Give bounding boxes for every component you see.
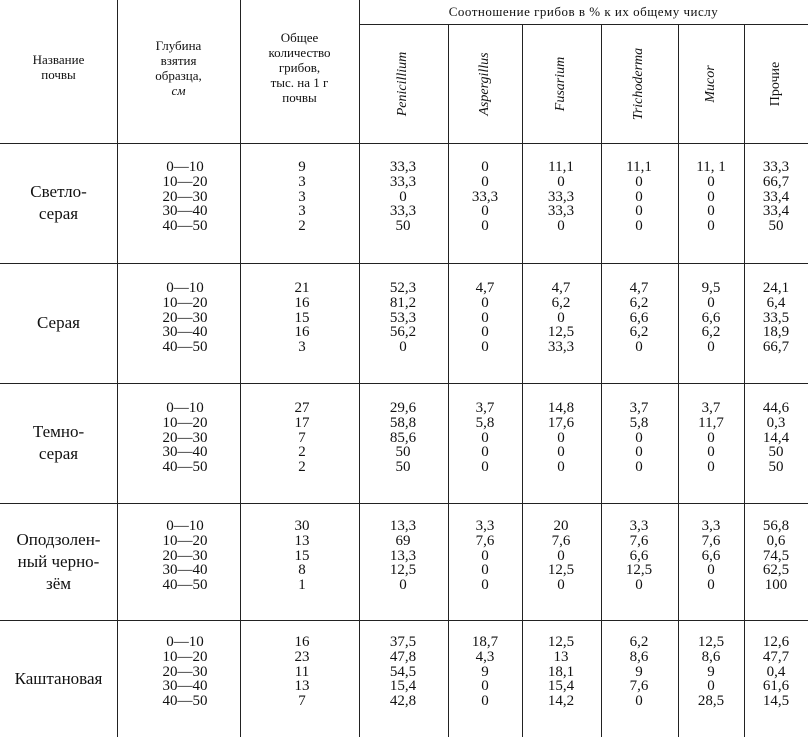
percent-value: 58,8 [389, 414, 417, 431]
percent-value: 3,7 [629, 400, 649, 416]
percent-value: 47,7 [762, 648, 790, 665]
fungus-header: Penicillium [395, 51, 410, 117]
depth-value: 10—20 [162, 414, 208, 431]
percent-value: 18,9 [762, 324, 790, 341]
percent-value: 12,5 [547, 562, 575, 579]
total-value: 3 [298, 173, 306, 190]
percent-value: 0 [481, 577, 489, 594]
percent-value: 0 [481, 309, 489, 326]
percent-value: 0 [635, 429, 643, 446]
percent-value: 11, 1 [696, 159, 726, 175]
percent-value: 3,3 [629, 518, 649, 534]
percent-column [604, 281, 674, 355]
percent-value: 0 [481, 339, 489, 356]
percent-column [741, 519, 808, 593]
percent-value: 8,6 [629, 648, 649, 665]
percent-value: 52,3 [389, 280, 417, 296]
percent-value: 9 [635, 663, 643, 680]
total-value: 8 [298, 562, 306, 579]
percent-value: 33,3 [547, 339, 575, 356]
percent-value: 50 [768, 444, 784, 461]
percent-value: 0 [707, 218, 715, 235]
header-line: образца, [155, 68, 202, 83]
percent-value: 4,3 [475, 648, 495, 665]
percent-value: 9,5 [701, 280, 721, 296]
header-line: почвы [282, 90, 317, 105]
percent-value: 29,6 [389, 400, 417, 416]
percent-value: 42,8 [389, 693, 417, 710]
percent-column [526, 401, 596, 475]
header-line: Глубина [155, 38, 202, 53]
depth-value: 20—30 [162, 663, 208, 680]
percent-column [526, 519, 596, 593]
percent-value: 33,3 [389, 159, 417, 175]
total-value: 1 [298, 577, 306, 594]
header-line: грибов, [278, 60, 321, 75]
depth-column [145, 519, 225, 593]
depth-value: 30—40 [162, 678, 208, 695]
percent-value: 0 [707, 429, 715, 446]
percent-value: 7,6 [629, 678, 649, 695]
percent-value: 0,6 [766, 532, 786, 549]
percent-value: 20 [553, 518, 569, 534]
percent-value: 6,2 [629, 294, 649, 311]
percent-value: 28,5 [697, 693, 725, 710]
percent-value: 0 [707, 444, 715, 461]
percent-column [368, 160, 438, 234]
soil-name-line: Светло- [30, 182, 87, 201]
total-value: 30 [294, 518, 310, 534]
depth-value: 30—40 [162, 444, 208, 461]
depth-column [145, 401, 225, 475]
header-line: количество [268, 45, 331, 60]
depth-value: 20—30 [162, 429, 208, 446]
percent-value: 0 [399, 188, 407, 205]
depth-value: 40—50 [162, 577, 208, 594]
percent-value: 9 [481, 663, 489, 680]
percent-column [368, 401, 438, 475]
percent-value: 7,6 [475, 532, 495, 549]
percent-value: 12,5 [625, 562, 653, 579]
percent-value: 14,4 [762, 429, 790, 446]
percent-value: 0 [481, 294, 489, 311]
total-column [262, 281, 342, 355]
percent-value: 33,4 [762, 203, 790, 220]
depth-value: 20—30 [162, 547, 208, 564]
total-value: 15 [294, 309, 310, 326]
row-divider [359, 24, 808, 25]
percent-value: 0 [707, 294, 715, 311]
percent-value: 6,2 [551, 294, 571, 311]
percent-value: 6,2 [629, 634, 649, 650]
percent-value: 0 [481, 547, 489, 564]
total-value: 3 [298, 188, 306, 205]
percent-value: 9 [707, 663, 715, 680]
percent-value: 37,5 [389, 634, 417, 650]
depth-value: 30—40 [162, 562, 208, 579]
percent-value: 24,1 [762, 280, 790, 296]
percent-value: 13,3 [389, 547, 417, 564]
percent-value: 0,3 [766, 414, 786, 431]
column-divider [601, 24, 602, 737]
percent-column [676, 401, 746, 475]
percent-column [604, 401, 674, 475]
column-divider [359, 0, 360, 737]
percent-value: 81,2 [389, 294, 417, 311]
percent-value: 14,2 [547, 693, 575, 710]
percent-value: 6,6 [629, 309, 649, 326]
percent-value: 15,4 [547, 678, 575, 695]
percent-value: 50 [768, 459, 784, 476]
header-line: взятия [160, 53, 197, 68]
percent-value: 0 [635, 173, 643, 190]
depth-column [145, 281, 225, 355]
percent-value: 53,3 [389, 309, 417, 326]
percent-value: 6,6 [701, 547, 721, 564]
ratio-header: Соотношение грибов в % к их общему числу [448, 4, 719, 19]
percent-column [526, 635, 596, 709]
percent-value: 17,6 [547, 414, 575, 431]
total-value: 13 [294, 678, 310, 695]
percent-value: 0 [399, 339, 407, 356]
percent-value: 14,8 [547, 400, 575, 416]
header-line: Название [32, 52, 85, 67]
row-divider [0, 143, 808, 144]
percent-column [676, 635, 746, 709]
total-value: 2 [298, 218, 306, 235]
total-value: 23 [294, 648, 310, 665]
total-value: 9 [298, 159, 306, 175]
percent-value: 0 [707, 562, 715, 579]
percent-value: 4,7 [629, 280, 649, 296]
depth-value: 10—20 [162, 532, 208, 549]
depth-value: 0—10 [166, 400, 204, 416]
depth-value: 10—20 [162, 173, 208, 190]
fungus-header: Fusarium [553, 56, 568, 112]
percent-column [741, 401, 808, 475]
total-column [262, 635, 342, 709]
depth-value: 30—40 [162, 203, 208, 220]
percent-column [676, 519, 746, 593]
soil-name-line: Темно- [32, 422, 85, 441]
percent-value: 56,2 [389, 324, 417, 341]
percent-value: 0 [557, 459, 565, 476]
soil-name-line: ный черно- [17, 551, 100, 571]
percent-value: 0 [557, 577, 565, 594]
percent-value: 0 [707, 339, 715, 356]
total-value: 2 [298, 459, 306, 476]
total-column [262, 519, 342, 593]
depth-value: 40—50 [162, 218, 208, 235]
percent-value: 6,6 [629, 547, 649, 564]
percent-value: 69 [395, 532, 411, 549]
percent-column [526, 160, 596, 234]
percent-column [676, 281, 746, 355]
percent-value: 6,6 [701, 309, 721, 326]
percent-value: 5,8 [475, 414, 495, 431]
percent-value: 33,3 [762, 159, 790, 175]
percent-value: 14,5 [762, 693, 790, 710]
soil-name-line: Оподзолен- [16, 529, 101, 549]
total-value: 21 [294, 280, 310, 296]
percent-value: 61,6 [762, 678, 790, 695]
percent-value: 0 [707, 459, 715, 476]
percent-value: 18,1 [547, 663, 575, 680]
depth-value: 0—10 [166, 159, 204, 175]
row-divider [0, 620, 808, 621]
soil-name-line: Серая [37, 313, 80, 332]
percent-value: 4,7 [551, 280, 571, 296]
header-line: почвы [41, 67, 76, 82]
soil-name-header [0, 52, 117, 82]
percent-value: 11,1 [626, 159, 652, 175]
percent-value: 12,5 [697, 634, 725, 650]
percent-column [450, 635, 520, 709]
total-value: 16 [294, 294, 310, 311]
depth-value: 10—20 [162, 648, 208, 665]
percent-value: 0 [481, 173, 489, 190]
percent-value: 0 [635, 444, 643, 461]
depth-value: 40—50 [162, 459, 208, 476]
total-value: 17 [294, 414, 310, 431]
percent-value: 0 [557, 444, 565, 461]
percent-value: 47,8 [389, 648, 417, 665]
depth-column [145, 635, 225, 709]
fungus-header: Trichoderma [631, 47, 646, 121]
total-value: 3 [298, 339, 306, 356]
percent-value: 0 [557, 173, 565, 190]
percent-value: 100 [764, 577, 788, 594]
soil-name [0, 312, 117, 334]
percent-column [604, 160, 674, 234]
percent-value: 62,5 [762, 562, 790, 579]
percent-value: 74,5 [762, 547, 790, 564]
percent-value: 13 [553, 648, 569, 665]
column-divider [448, 24, 449, 737]
percent-value: 0 [481, 678, 489, 695]
percent-column [450, 281, 520, 355]
percent-value: 54,5 [389, 663, 417, 680]
percent-value: 6,4 [766, 294, 786, 311]
percent-value: 5,8 [629, 414, 649, 431]
fungus-header: Прочие [768, 61, 783, 107]
percent-value: 33,5 [762, 309, 790, 326]
percent-value: 56,8 [762, 518, 790, 534]
percent-value: 66,7 [762, 339, 790, 356]
percent-value: 3,7 [701, 400, 721, 416]
total-value: 7 [298, 693, 306, 710]
percent-value: 50 [395, 459, 411, 476]
percent-column [604, 519, 674, 593]
percent-column [368, 519, 438, 593]
percent-value: 0 [481, 324, 489, 341]
soil-name-line: серая [38, 444, 79, 463]
percent-value: 50 [395, 218, 411, 235]
total-value: 11 [294, 663, 310, 680]
header-line: Общее [280, 30, 319, 45]
percent-value: 0 [557, 429, 565, 446]
percent-value: 0 [481, 159, 489, 175]
percent-value: 0 [557, 218, 565, 235]
percent-value: 33,3 [389, 203, 417, 220]
percent-value: 6,2 [701, 324, 721, 341]
percent-column [526, 281, 596, 355]
percent-value: 0 [481, 562, 489, 579]
column-divider [744, 24, 745, 737]
percent-value: 0 [481, 218, 489, 235]
percent-column [450, 160, 520, 234]
percent-value: 7,6 [629, 532, 649, 549]
row-divider [0, 503, 808, 504]
percent-value: 0 [481, 444, 489, 461]
header-line: см [171, 83, 186, 98]
percent-value: 18,7 [471, 634, 499, 650]
total-value: 3 [298, 203, 306, 220]
depth-header [117, 38, 240, 98]
fungus-header: Mucor [703, 65, 718, 103]
row-divider [0, 383, 808, 384]
percent-column [741, 635, 808, 709]
percent-value: 0 [481, 429, 489, 446]
percent-value: 33,3 [547, 188, 575, 205]
percent-value: 0 [481, 693, 489, 710]
total-value: 15 [294, 547, 310, 564]
total-value: 7 [298, 429, 306, 446]
total-header [240, 30, 359, 105]
soil-name-line: Каштановая [14, 668, 103, 688]
percent-value: 8,6 [701, 648, 721, 665]
percent-column [741, 160, 808, 234]
total-value: 13 [294, 532, 310, 549]
percent-value: 33,3 [471, 188, 499, 205]
column-divider [678, 24, 679, 737]
percent-value: 85,6 [389, 429, 417, 446]
percent-value: 6,2 [629, 324, 649, 341]
depth-value: 40—50 [162, 693, 208, 710]
total-value: 16 [294, 634, 310, 650]
percent-value: 3,3 [701, 518, 721, 534]
percent-value: 12,5 [547, 324, 575, 341]
percent-column [368, 281, 438, 355]
column-divider [117, 0, 118, 737]
percent-value: 12,6 [762, 634, 790, 650]
percent-value: 33,3 [389, 173, 417, 190]
depth-value: 10—20 [162, 294, 208, 311]
column-divider [522, 24, 523, 737]
percent-value: 44,6 [762, 400, 790, 416]
depth-value: 40—50 [162, 339, 208, 356]
percent-value: 0 [399, 577, 407, 594]
percent-value: 3,7 [475, 400, 495, 416]
percent-column [604, 635, 674, 709]
percent-value: 0 [635, 693, 643, 710]
percent-value: 7,6 [551, 532, 571, 549]
percent-value: 0 [707, 188, 715, 205]
soil-name [0, 529, 117, 595]
percent-value: 15,4 [389, 678, 417, 695]
percent-value: 0 [557, 309, 565, 326]
percent-column [450, 519, 520, 593]
fungus-header: Aspergillus [477, 52, 492, 116]
percent-value: 0 [707, 203, 715, 220]
percent-value: 12,5 [547, 634, 575, 650]
percent-value: 50 [768, 218, 784, 235]
depth-value: 0—10 [166, 518, 204, 534]
percent-value: 33,4 [762, 188, 790, 205]
percent-value: 0 [557, 547, 565, 564]
percent-value: 0 [635, 203, 643, 220]
percent-value: 0 [635, 459, 643, 476]
total-column [262, 401, 342, 475]
percent-value: 0 [707, 173, 715, 190]
percent-value: 0 [707, 577, 715, 594]
soil-name [0, 421, 117, 465]
percent-value: 0 [635, 188, 643, 205]
header-line: тыс. на 1 г [270, 75, 329, 90]
total-column [262, 160, 342, 234]
percent-value: 0 [635, 339, 643, 356]
soil-name [0, 181, 117, 225]
percent-value: 11,1 [548, 159, 574, 175]
soil-name-line: зём [45, 573, 72, 593]
percent-value: 0 [481, 203, 489, 220]
soil-name-line: серая [38, 204, 79, 223]
percent-value: 33,3 [547, 203, 575, 220]
percent-value: 0 [635, 577, 643, 594]
percent-value: 7,6 [701, 532, 721, 549]
percent-column [368, 635, 438, 709]
percent-value: 0,4 [766, 663, 786, 680]
depth-value: 20—30 [162, 188, 208, 205]
depth-column [145, 160, 225, 234]
row-divider [0, 263, 808, 264]
percent-value: 12,5 [389, 562, 417, 579]
percent-column [450, 401, 520, 475]
percent-value: 3,3 [475, 518, 495, 534]
depth-value: 30—40 [162, 324, 208, 341]
percent-value: 0 [481, 459, 489, 476]
percent-value: 66,7 [762, 173, 790, 190]
depth-value: 0—10 [166, 280, 204, 296]
percent-value: 13,3 [389, 518, 417, 534]
total-value: 2 [298, 444, 306, 461]
percent-column [676, 160, 746, 234]
percent-value: 11,7 [698, 414, 724, 431]
column-divider [240, 0, 241, 737]
depth-value: 20—30 [162, 309, 208, 326]
percent-column [741, 281, 808, 355]
percent-value: 50 [395, 444, 411, 461]
total-value: 27 [294, 400, 310, 416]
percent-value: 4,7 [475, 280, 495, 296]
percent-value: 0 [707, 678, 715, 695]
depth-value: 0—10 [166, 634, 204, 650]
percent-value: 0 [635, 218, 643, 235]
total-value: 16 [294, 324, 310, 341]
soil-name [0, 668, 117, 690]
